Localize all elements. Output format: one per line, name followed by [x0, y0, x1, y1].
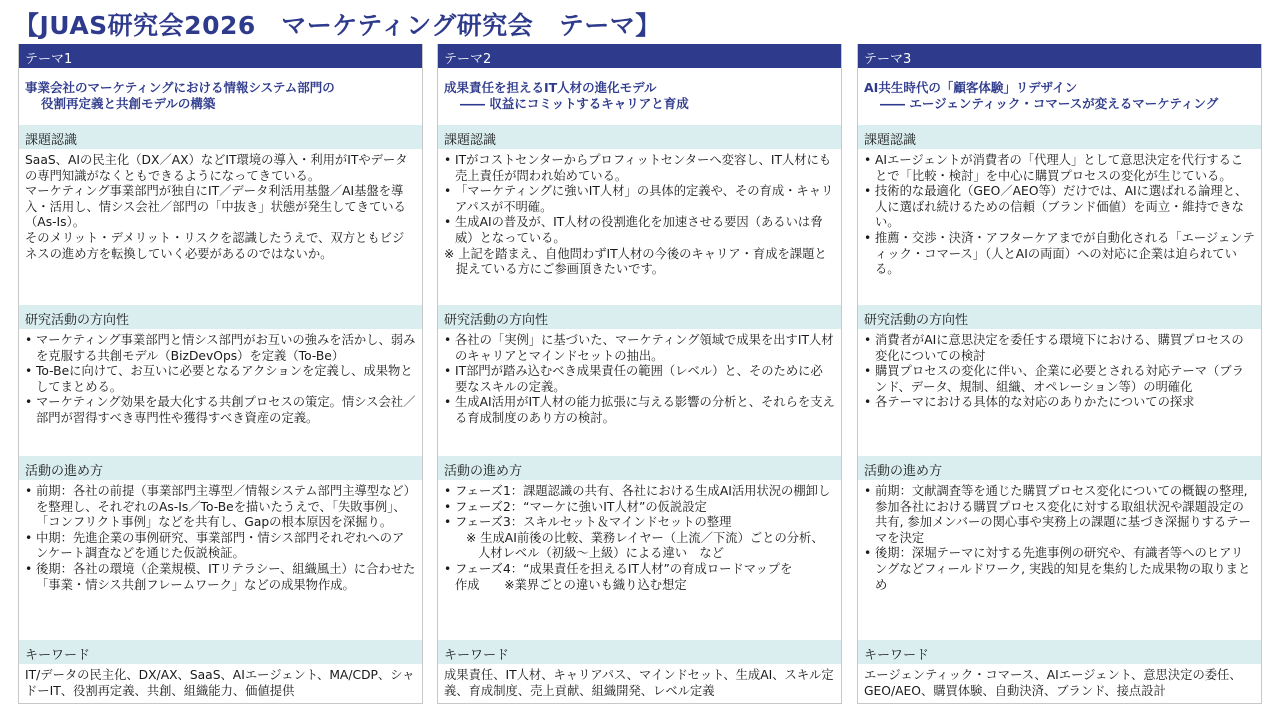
section-label-keywords: キーワード: [858, 640, 1261, 664]
direction-item: • 生成AI活用がIT人材の能力拡張に与える影響の分析と、それらを支える育成制度のあり方の検討。: [444, 395, 835, 426]
issues-item: • 技術的な最適化（GEO／AEO等）だけでは、AIに選ばれる論理と、人に選ばれ続けるための信頼（ブランド価値）を両立・維持できない。: [864, 184, 1255, 231]
section-label-issues: 課題認識: [858, 125, 1261, 149]
issues-body: [858, 149, 1261, 305]
theme-title-main: 成果責任を担えるIT人材の進化モデル: [444, 80, 657, 95]
theme-title-sub: ―― エージェンティック・コマースが変えるマーケティング: [880, 96, 1219, 111]
theme-title: [858, 68, 1261, 125]
theme-title: [438, 68, 841, 125]
theme-column-2: [437, 44, 842, 704]
process-body: [858, 480, 1261, 638]
direction-item: • マーケティング効果を最大化する共創プロセスの策定。情シス会社／部門が習得すべき専門性や獲得すべき資産の定義。: [25, 395, 416, 426]
process-item: • フェーズ2：“マーケに強いIT人材”の仮説設定: [444, 500, 835, 516]
process-item: • フェーズ3：スキルセット＆マインドセットの整理: [444, 515, 835, 531]
process-item: • 後期：深堀テーマに対する先進事例の研究や、有識者等へのヒアリングなどフィールドワーク, 実践的知見を集約した成果物の取りまとめ: [864, 546, 1255, 593]
issues-item: • AIエージェントが消費者の「代理人」として意思決定を代行することで「比較・検討」を中心に購買プロセスの変化が生じている。: [864, 153, 1255, 184]
keywords-text: IT/データの民主化、DX/AX、SaaS、AIエージェント、MA/CDP、シャドーIT、役割再定義、共創、組織能力、価値提供: [25, 668, 415, 698]
issues-text: マーケティング事業部門が独自にIT／データ利活用基盤／AI基盤を導入・活用し、情シス会社／部門の「中抜き」状態が発生してきている（As-Is）。: [25, 184, 406, 230]
direction-item: • To-Beに向けて、お互いに必要となるアクションを定義し、成果物としてまとめる。: [25, 364, 416, 395]
process-item: • 前期：各社の前提（事業部門主導型／情報システム部門主導型など）を整理し、それぞれのAs-Is／To-Beを描いたうえで、「失敗事例」、「コンフリクト事例」などを共有し、Gapの根本原因を深掘り。: [25, 484, 416, 531]
section-label-direction: 研究活動の方向性: [19, 305, 422, 329]
issues-item: • ITがコストセンターからプロフィットセンターへ変容し、IT人材にも売上責任が問われ始めている。: [444, 153, 835, 184]
issues-text: SaaS、AIの民主化（DX／AX）などIT環境の導入・利用がITやデータの専門知識がなくともできるようになってきている。: [25, 153, 408, 183]
process-note: ※ 生成AI前後の比較、業務レイヤー（上流／下流）ごとの分析、: [466, 530, 824, 545]
theme-column-3: [857, 44, 1262, 704]
process-item-line: 作成 ※業界ごとの違いも織り込む想定: [455, 577, 687, 592]
process-item: • 前期：文献調査等を通じた購買プロセス変化についての概観の整理, 参加各社における購買プロセス変化に対する取組状況や課題設定の共有, 参加メンバーの関心事や実務上の課題に基づき深掘りするテーマを決定: [864, 484, 1255, 546]
issues-body: [19, 149, 422, 305]
section-label-direction: 研究活動の方向性: [858, 305, 1261, 329]
process-note: 人材レベル（初級～上級）による違い など: [478, 546, 724, 561]
section-label-issues: 課題認識: [438, 125, 841, 149]
page-title: 【JUAS研究会2026 マーケティング研究会 テーマ】: [14, 11, 661, 40]
direction-body: [19, 329, 422, 455]
direction-item: • 各テーマにおける具体的な対応のありかたについての探求: [864, 395, 1255, 411]
theme-title-main: AI共生時代の「顧客体験」リデザイン: [864, 80, 1078, 95]
process-item: • 後期：各社の環境（企業規模、ITリテラシー、組織風土）に合わせた「事業・情シス共創フレームワーク」などの成果物作成。: [25, 562, 416, 593]
process-item: • 中期：先進企業の事例研究、事業部門・情シス部門それぞれへのアンケート調査などを通じた仮説検証。: [25, 531, 416, 562]
direction-item: • 購買プロセスの変化に伴い、企業に必要とされる対応テーマ（ブランド、データ、規制、組織、オペレーション等）の明確化: [864, 364, 1255, 395]
issues-note: ※ 上記を踏まえ、自他問わずIT人材の今後のキャリア・育成を課題と捉えている方にご参画頂きたいです。: [444, 246, 827, 277]
section-label-process: 活動の進め方: [19, 456, 422, 480]
theme-title-sub: ―― 収益にコミットするキャリアと育成: [460, 96, 689, 111]
keywords-text: 成果責任、IT人材、キャリアパス、マインドセット、生成AI、スキル定義、育成制度、売上貢献、組織開発、レベル定義: [444, 668, 834, 698]
section-label-direction: 研究活動の方向性: [438, 305, 841, 329]
theme-header: テーマ3: [858, 44, 1261, 68]
process-item-line: フェーズ4：“成果責任を担えるIT人材”の育成ロードマップを: [455, 561, 793, 576]
section-label-keywords: キーワード: [19, 640, 422, 664]
theme-header: テーマ2: [438, 44, 841, 68]
theme-title-main: 事業会社のマーケティングにおける情報システム部門の: [25, 80, 335, 95]
theme-header: テーマ1: [19, 44, 422, 68]
issues-item: • 生成AIの普及が、IT人材の役割進化を加速させる要因（あるいは脅威）となっている。: [444, 215, 835, 246]
issues-body: [438, 149, 841, 305]
process-body: [19, 480, 422, 638]
theme-title-sub: 役割再定義と共創モデルの構築: [41, 96, 216, 111]
section-label-process: 活動の進め方: [858, 456, 1261, 480]
section-label-process: 活動の進め方: [438, 456, 841, 480]
section-label-issues: 課題認識: [19, 125, 422, 149]
process-item: [444, 562, 835, 593]
issues-item: • 推薦・交渉・決済・アフターケアまでが自動化される「エージェンティック・コマース」（人とAIの両面）への対応に企業は迫られている。: [864, 231, 1255, 278]
direction-item: • IT部門が踏み込むべき成果責任の範囲（レベル）と、そのために必要なスキルの定義。: [444, 364, 835, 395]
direction-body: [438, 329, 841, 455]
direction-item: • マーケティング事業部門と情シス部門がお互いの強みを活かし、弱みを克服する共創モデル（BizDevOps）を定義（To-Be）: [25, 333, 416, 364]
theme-title: [19, 68, 422, 125]
keywords-text: エージェンティック・コマース、AIエージェント、意思決定の委任、GEO/AEO、購買体験、自動決済、ブランド、接点設計: [864, 668, 1242, 698]
issues-item: • 「マーケティングに強いIT人材」の具体的定義や、その育成・キャリアパスが不明確。: [444, 184, 835, 215]
direction-body: [858, 329, 1261, 455]
section-label-keywords: キーワード: [438, 640, 841, 664]
process-item: • フェーズ1：課題認識の共有、各社における生成AI活用状況の棚卸し: [444, 484, 835, 500]
issues-text: そのメリット・デメリット・リスクを認識したうえで、双方ともビジネスの進め方を転換していく必要があるのではないか。: [25, 230, 405, 261]
direction-item: • 各社の「実例」に基づいた、マーケティング領域で成果を出すIT人材のキャリアとマインドセットの抽出。: [444, 333, 835, 364]
direction-item: • 消費者がAIに意思決定を委任する環境下における、購買プロセスの変化についての検討: [864, 333, 1255, 364]
theme-column-1: [18, 44, 423, 704]
process-body: [438, 480, 841, 638]
